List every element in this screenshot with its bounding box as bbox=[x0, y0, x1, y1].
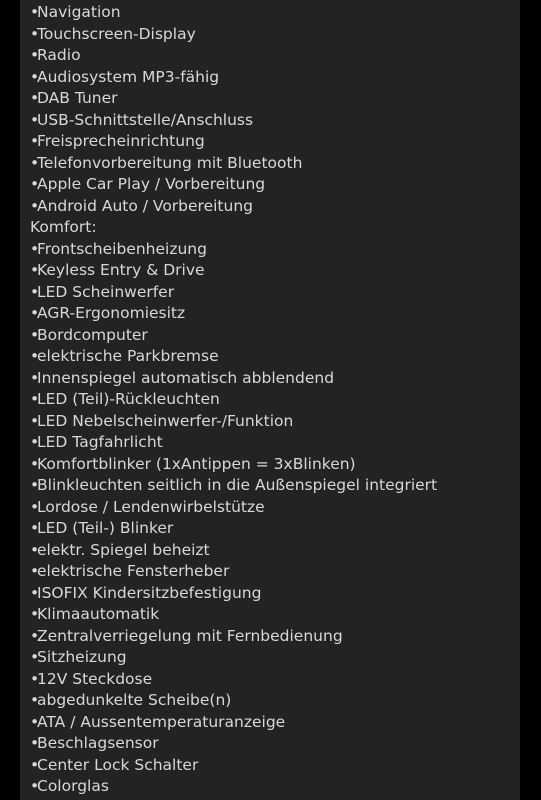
list-item bbox=[30, 733, 437, 755]
list-item bbox=[30, 604, 437, 626]
list-item bbox=[30, 303, 437, 325]
list-item bbox=[30, 260, 437, 282]
list-item bbox=[30, 368, 437, 390]
list-item bbox=[30, 669, 437, 691]
list-item bbox=[30, 346, 437, 368]
bullet-icon: • bbox=[30, 46, 40, 64]
list-item bbox=[30, 497, 437, 519]
list-item-text: Frontscheibenheizung bbox=[37, 239, 207, 258]
list-item bbox=[30, 282, 437, 304]
list-item-text: Android Auto / Vorbereitung bbox=[37, 196, 253, 215]
list-item bbox=[30, 647, 437, 669]
list-item bbox=[30, 690, 437, 712]
bullet-icon: • bbox=[30, 175, 40, 193]
bullet-icon: • bbox=[30, 282, 40, 301]
bullet-icon: • bbox=[30, 390, 40, 408]
list-item bbox=[30, 174, 437, 196]
list-item-text: elektrische Parkbremse bbox=[37, 347, 219, 365]
list-item-text: Komfortblinker (1xAntippen = 3xBlinken) bbox=[37, 454, 356, 473]
list-item bbox=[30, 454, 437, 476]
list-item bbox=[30, 45, 437, 67]
list-item bbox=[30, 88, 437, 110]
list-item-text: LED Scheinwerfer bbox=[37, 282, 175, 301]
bullet-icon: • bbox=[30, 368, 40, 387]
list-item-text: Center Lock Schalter bbox=[37, 755, 199, 774]
list-item-text: Bordcomputer bbox=[37, 325, 148, 344]
list-item-text: Sitzheizung bbox=[37, 648, 127, 666]
bullet-icon: • bbox=[30, 110, 40, 129]
bullet-icon: • bbox=[30, 411, 40, 430]
list-item-text: Navigation bbox=[37, 3, 121, 21]
list-item bbox=[30, 110, 437, 132]
list-item-text: Touchscreen-Display bbox=[37, 24, 196, 43]
list-item-text: Freisprecheinrichtung bbox=[37, 132, 205, 150]
list-item-text: LED (Teil-) Blinker bbox=[37, 519, 174, 537]
list-item-text: ATA / Aussentemperaturanzeige bbox=[37, 712, 286, 731]
list-item-text: abgedunkelte Scheibe(n) bbox=[37, 691, 232, 709]
bullet-icon: • bbox=[30, 347, 40, 365]
bullet-icon: • bbox=[30, 519, 40, 537]
list-item bbox=[30, 131, 437, 153]
bullet-icon: • bbox=[30, 239, 40, 258]
list-item-text: ISOFIX Kindersitzbefestigung bbox=[37, 583, 262, 602]
list-item bbox=[30, 389, 437, 411]
bullet-icon: • bbox=[30, 24, 40, 43]
list-item bbox=[30, 432, 437, 454]
list-item-text: USB-Schnittstelle/Anschluss bbox=[37, 110, 254, 129]
list-item bbox=[30, 540, 437, 562]
bullet-icon: • bbox=[30, 605, 40, 623]
list-item-text: Innenspiegel automatisch abblendend bbox=[37, 368, 335, 387]
list-item-text: Telefonvorbereitung mit Bluetooth bbox=[37, 153, 303, 172]
bullet-icon: • bbox=[30, 67, 40, 86]
list-item bbox=[30, 153, 437, 175]
list-item-text: Beschlagsensor bbox=[37, 734, 159, 752]
bullet-icon: • bbox=[30, 777, 40, 795]
list-item-text: DAB Tuner bbox=[37, 89, 118, 107]
equipment-panel bbox=[20, 0, 520, 800]
list-item bbox=[30, 583, 437, 605]
list-item-text: AGR-Ergonomiesitz bbox=[37, 304, 186, 322]
bullet-icon: • bbox=[30, 153, 40, 172]
list-item-text: Zentralverriegelung mit Fernbedienung bbox=[37, 626, 343, 645]
list-item bbox=[30, 712, 437, 734]
bullet-icon: • bbox=[30, 196, 40, 215]
bullet-icon: • bbox=[30, 325, 40, 344]
bullet-icon: • bbox=[30, 304, 40, 322]
section-heading bbox=[30, 217, 437, 239]
list-item-text: Apple Car Play / Vorbereitung bbox=[37, 175, 266, 193]
bullet-icon: • bbox=[30, 755, 40, 774]
list-item bbox=[30, 325, 437, 347]
list-item bbox=[30, 239, 437, 261]
bullet-icon: • bbox=[30, 433, 40, 451]
list-item-text: Keyless Entry & Drive bbox=[37, 261, 205, 279]
bullet-icon: • bbox=[30, 734, 40, 752]
list-item bbox=[30, 196, 437, 218]
bullet-icon: • bbox=[30, 626, 40, 645]
list-item bbox=[30, 755, 437, 777]
equipment-list bbox=[30, 2, 437, 798]
list-item-text: Lordose / Lendenwirbelstütze bbox=[37, 497, 265, 516]
list-item-text: Klimaautomatik bbox=[37, 605, 160, 623]
bullet-icon: • bbox=[30, 476, 40, 494]
list-item-text: LED Nebelscheinwerfer-/Funktion bbox=[37, 411, 294, 430]
bullet-icon: • bbox=[30, 3, 40, 21]
bullet-icon: • bbox=[30, 562, 40, 580]
list-item-text: elektrische Fensterheber bbox=[37, 562, 230, 580]
bullet-icon: • bbox=[30, 712, 40, 731]
list-item-text: Blinkleuchten seitlich in die Außenspiegel integriert bbox=[37, 476, 438, 494]
list-item bbox=[30, 561, 437, 583]
list-item bbox=[30, 2, 437, 24]
bullet-icon: • bbox=[30, 89, 40, 107]
bullet-icon: • bbox=[30, 583, 40, 602]
list-item bbox=[30, 411, 437, 433]
bullet-icon: • bbox=[30, 132, 40, 150]
bullet-icon: • bbox=[30, 691, 40, 709]
list-item-text: 12V Steckdose bbox=[37, 669, 153, 688]
list-item-text: Colorglas bbox=[37, 777, 109, 795]
list-item-text: Audiosystem MP3-fähig bbox=[37, 67, 220, 86]
bullet-icon: • bbox=[30, 497, 40, 516]
list-item-text: Komfort: bbox=[30, 218, 97, 236]
list-item bbox=[30, 24, 437, 46]
bullet-icon: • bbox=[30, 669, 40, 688]
list-item bbox=[30, 776, 437, 798]
list-item-text: LED (Teil)-Rückleuchten bbox=[37, 390, 220, 408]
list-item-text: Radio bbox=[37, 46, 81, 64]
bullet-icon: • bbox=[30, 648, 40, 666]
list-item-text: elektr. Spiegel beheizt bbox=[37, 540, 210, 559]
list-item bbox=[30, 626, 437, 648]
bullet-icon: • bbox=[30, 261, 40, 279]
list-item-text: LED Tagfahrlicht bbox=[37, 433, 163, 451]
list-item bbox=[30, 67, 437, 89]
list-item bbox=[30, 475, 437, 497]
bullet-icon: • bbox=[30, 454, 40, 473]
bullet-icon: • bbox=[30, 540, 40, 559]
list-item bbox=[30, 518, 437, 540]
